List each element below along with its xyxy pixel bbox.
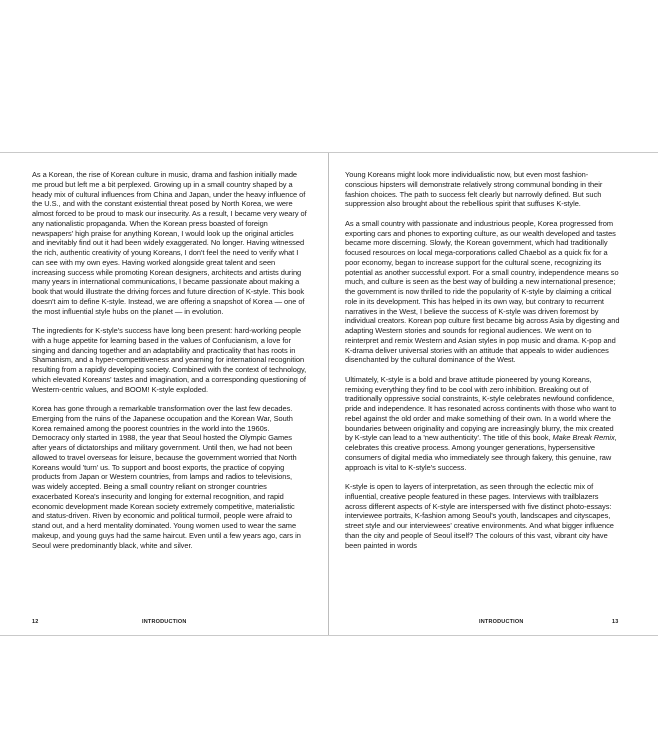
left-page-body: [32, 170, 307, 560]
right-page-number: 13: [612, 619, 619, 625]
left-paragraph-1: As a Korean, the rise of Korean culture in music, drama and fashion initially made me proud but left me a bit perplexed. Growing up in a small country shaped by a heady mix of cultural influences from China and Japan, under the heavy influence of the U.S., and with the constant existential threat posed by North Korea, we were almost forced to be proud to mask our insecurity. As a result, I became very weary of any nationalistic propaganda. When the Korean press boasted of foreign newspapers' high praise for anything Korean, I would look up the original articles and inevitably find out it had been widely exaggerated. No longer. Having witnessed the rich, authentic creativity of young Koreans, I don't feel the need to verify what I can see with my own eyes. Having worked alongside great talent and seen increasing success while promoting Korean designers, architects and artists during many years in international communications, I became passionate about making a book that would illustrate the driving forces and future direction of K-style. This book doesn't aim to define K-style. Instead, we are offering a snapshot of Korea — one of the most influential style hubs on the planet — in evolution.: [32, 170, 307, 316]
right-page: [329, 153, 658, 635]
right-page-body: [345, 170, 620, 560]
book-spread: [0, 152, 658, 636]
right-paragraph-4: K-style is open to layers of interpretation, as seen through the eclectic mix of influential, creative people featured in these pages. Interviews with trailblazers across different aspects of K-style are interspersed with five distinct photo-essays: interviewee portraits, K-fashion among Seoul's youth, landscapes and cityscapes, street style and our interviewees' creative environments. And what bigger influence than the city and people of Seoul itself? The colours of this vast, vibrant city have been painted in words: [345, 482, 614, 550]
left-paragraph-2: The ingredients for K-style's success have long been present: hard-working people with a huge appetite for learning based in the values of Confucianism, a love for singing and dancing together and an adaptability and practicality that has roots in Shamanism, and a hyper-competitiveness and yearning for international recognition resulting from a rapidly developing society. Combined with the context of technology, which elevated Koreans' tastes and imagination, and a corresponding questioning of Western-centric values, and BOOM! K-style exploded.: [32, 326, 307, 394]
left-page: [0, 153, 328, 635]
right-paragraph-2: As a small country with passionate and industrious people, Korea progressed from exporting cars and phones to exporting culture, as our wealth developed and tastes became more discerning. Slowly, the Korean government, which had traditionally focused resources on local mega-corporations called Chaebol as a quick fix for a poor economy, began to increase support for the cultural scene, recognizing its potential as another successful export. For a small country, independence means so much, and culture is seen as the best way of building a new international presence; the government is now thrilled to ride the popularity of K-style by claiming a critical role in its development. This has helped in its own way, but contrary to recurrent narratives in the West, I believe the success of K-style was driven foremost by individual creators. Korean pop culture first became big across Asia by digesting and adapting Western stories and sounds for regional audiences. We went on to reinterpret and remix Western and Asian styles in pop music and drama. K-pop and K-drama deliver universal stories with an attitude that appeals to wider audiences disenchanted by the cultural dominance of the West.: [345, 218, 620, 365]
right-paragraph-3-tail: , celebrates this creative process. Among younger generations, hypersensitive consumers of digital media who immediately see through fakery, this genuine, raw approach is vital to K-style's success.: [345, 433, 617, 472]
left-paragraph-3: Korea has gone through a remarkable transformation over the last few decades. Emerging from the ruins of the Japanese occupation and the Korean War, South Korea remained among the poorest countries in the world into the 1960s. Democracy only started in 1988, the year that Seoul hosted the Olympic Games after years of dictatorships and military government. Until then, we had not been allowed to travel overseas for leisure, because the government worried that North Koreans would 'turn' us. To support and boost exports, the practice of copying products from Japan or Western countries, from lamps and radios to televisions, was widely accepted. Being a small country reliant on stronger countries exacerbated Korea's insecurity and longing for external recognition, and rapid economic development made Korean society extremely competitive, materialistic and status-driven. Riven by economic and political turmoil, people were afraid to stand out, and a herd mentality dominated. Young women used to wear the same makeup, and young guys had the same haircut. Even until a few years ago, cars in Seoul were predominantly black, white and silver.: [32, 404, 301, 550]
right-paragraph-3-lead: Ultimately, K-style is a bold and brave attitude pioneered by young Koreans, remixing everything they find to be cool with zero inhibition. Breaking out of traditionally oppressive social constraints, K-style celebrates newfound confidence, pride and independence. It has resonated across continents with those who want to rebel against the old order and make something of their own. In a world where the boundaries between originality and copying are increasingly blurry, the mix created by K-style can lead to a 'new authenticity'. The title of this book,: [345, 374, 617, 443]
left-page-number: 12: [32, 619, 39, 625]
right-running-head: INTRODUCTION: [479, 619, 524, 625]
left-running-head: INTRODUCTION: [142, 619, 187, 625]
right-paragraph-1: Young Koreans might look more individualistic now, but even most fashion-conscious hipsters will demonstrate relatively strong communal bonding in their fashion choices. The path to success felt clearly but narrowly defined. But such suppression also brought about the rebellious spirit that suffuses K-style.: [345, 170, 603, 209]
right-paragraph-3: [345, 375, 620, 473]
book-title: Make Break Remix: [552, 433, 615, 443]
